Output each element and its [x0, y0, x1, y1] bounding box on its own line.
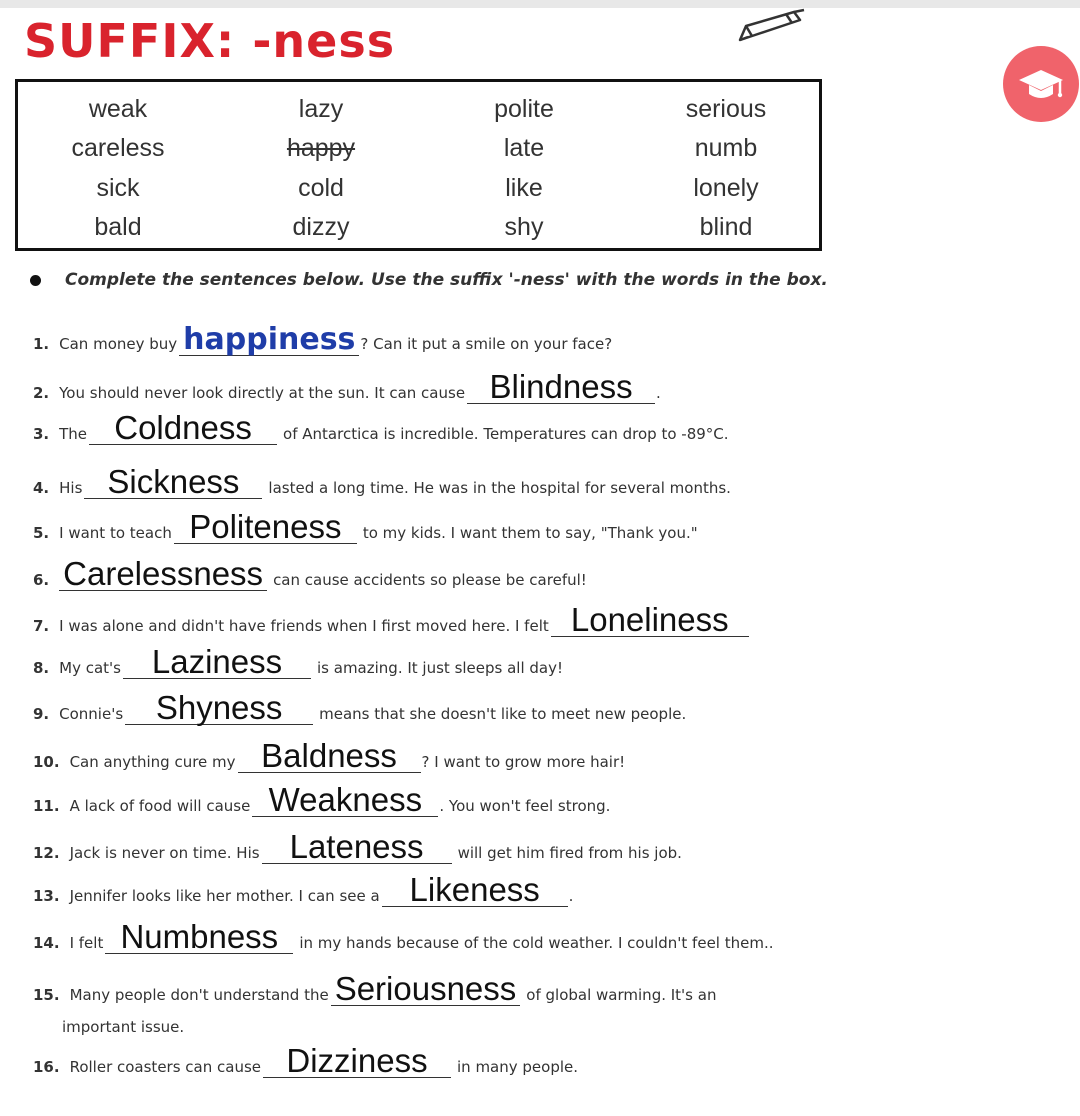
sentence-12 — [33, 830, 682, 864]
answer-blank[interactable]: Laziness — [123, 645, 311, 679]
sentence-text-before: I want to teach — [59, 524, 172, 542]
answer-blank[interactable]: Sickness — [84, 465, 262, 499]
sentence-text-before: Jennifer looks like her mother. I can see a — [69, 887, 380, 905]
page-title: SUFFIX: -ness — [24, 14, 396, 68]
graduation-cap-button[interactable] — [1003, 46, 1079, 122]
sentence-13 — [33, 873, 573, 907]
word-lonely: lonely — [693, 174, 759, 202]
sentence-15-continuation: important issue. — [62, 1018, 185, 1036]
sentence-number: 2. — [33, 384, 50, 402]
word-shy: shy — [504, 213, 544, 241]
sentence-text-after: of global warming. It's an — [526, 986, 717, 1004]
sentence-10 — [33, 739, 625, 773]
sentence-text-before: Can anything cure my — [69, 753, 236, 771]
answer-blank[interactable]: Seriousness — [331, 972, 521, 1006]
sentence-text-before: My cat's — [59, 659, 121, 677]
answer-blank[interactable]: Lateness — [262, 830, 452, 864]
answer-blank[interactable]: Shyness — [125, 691, 313, 725]
sentence-2 — [33, 370, 661, 404]
pencil-icon — [734, 6, 806, 51]
sentence-text-after: is amazing. It just sleeps all day! — [317, 659, 564, 677]
sentence-number: 6. — [33, 571, 50, 589]
answer-blank[interactable]: Coldness — [89, 411, 277, 445]
word-cold: cold — [298, 174, 344, 202]
word-late: late — [503, 134, 545, 162]
answer-blank[interactable]: Numbness — [105, 920, 293, 954]
sentence-text-after: . — [656, 384, 661, 402]
word-blind: blind — [699, 213, 753, 241]
sentence-number: 15. — [33, 986, 60, 1004]
word-lazy: lazy — [298, 95, 344, 123]
top-bar — [0, 0, 1080, 8]
word-polite: polite — [494, 95, 554, 123]
answer-blank[interactable]: Baldness — [238, 739, 421, 773]
sentence-text-after: in many people. — [457, 1058, 579, 1076]
sentence-text-before: A lack of food will cause — [69, 797, 251, 815]
sentence-text-before: Can money buy — [59, 335, 178, 353]
sentence-text-after: in my hands because of the cold weather. I couldn't feel them.. — [299, 934, 774, 952]
sentence-7 — [33, 603, 749, 637]
answer-blank[interactable]: Loneliness — [551, 603, 749, 637]
sentence-text-before: Roller coasters can cause — [69, 1058, 261, 1076]
sentence-text-after: can cause accidents so please be careful! — [273, 571, 587, 589]
answer-blank[interactable]: Politeness — [174, 510, 357, 544]
sentence-number: 1. — [33, 335, 50, 353]
bullet-icon — [30, 275, 41, 286]
answer-blank[interactable]: Blindness — [467, 370, 655, 404]
sentence-16 — [33, 1044, 578, 1078]
word-serious: serious — [685, 95, 767, 123]
sentence-number: 11. — [33, 797, 60, 815]
word-careless: careless — [71, 134, 165, 162]
sentence-text-after: . — [568, 887, 574, 905]
sentence-text-before: You should never look directly at the sun. It can cause — [59, 384, 466, 402]
word-numb: numb — [694, 134, 758, 162]
sentence-text-after: of Antarctica is incredible. Temperatures can drop to -89°C. — [283, 425, 729, 443]
sentence-text-after: ? Can it put a smile on your face? — [360, 335, 613, 353]
instruction — [30, 270, 828, 290]
graduation-cap-icon — [1017, 64, 1065, 104]
sentence-text-before: The — [59, 425, 88, 443]
word-like: like — [505, 174, 543, 202]
word-happy: happy — [286, 134, 356, 162]
sentence-8 — [33, 645, 563, 679]
sentence-1 — [33, 322, 613, 357]
word-weak: weak — [88, 95, 148, 123]
sentence-text-before: Connie's — [59, 705, 124, 723]
sentence-number: 13. — [33, 887, 60, 905]
word-box — [15, 79, 822, 251]
sentence-4 — [33, 465, 731, 499]
sentence-11 — [33, 783, 610, 817]
sentence-text-before: Jack is never on time. His — [69, 844, 260, 862]
answer-blank[interactable]: Carelessness — [59, 557, 267, 591]
sentence-text-after: ? I want to grow more hair! — [421, 753, 626, 771]
answer-blank[interactable]: Likeness — [382, 873, 568, 907]
sentence-number: 12. — [33, 844, 60, 862]
sentence-5 — [33, 510, 698, 544]
sentence-number: 8. — [33, 659, 50, 677]
sentence-6 — [33, 557, 587, 591]
sentence-14 — [33, 920, 774, 954]
sentence-number: 7. — [33, 617, 50, 635]
sentence-number: 3. — [33, 425, 50, 443]
sentence-number: 10. — [33, 753, 60, 771]
answer-blank[interactable]: Dizziness — [263, 1044, 451, 1078]
sentence-number: 4. — [33, 479, 50, 497]
sentence-number: 16. — [33, 1058, 60, 1076]
sentence-text-before: I felt — [69, 934, 104, 952]
sentence-number: 5. — [33, 524, 50, 542]
sentence-text-after: will get him fired from his job. — [457, 844, 682, 862]
instruction-text: Complete the sentences below. Use the suffix '-ness' with the words in the box. — [65, 270, 828, 290]
sentence-text-after: means that she doesn't like to meet new people. — [319, 705, 687, 723]
sentence-text-before: Many people don't understand the — [69, 986, 329, 1004]
sentence-number: 14. — [33, 934, 60, 952]
sentence-number: 9. — [33, 705, 50, 723]
answer-blank[interactable]: happiness — [179, 325, 359, 356]
word-sick: sick — [96, 174, 140, 202]
answer-blank[interactable]: Weakness — [252, 783, 438, 817]
sentence-text-after: . You won't feel strong. — [439, 797, 611, 815]
sentence-text-before: His — [59, 479, 83, 497]
sentence-9 — [33, 691, 686, 725]
sentence-text-after: lasted a long time. He was in the hospital for several months. — [268, 479, 731, 497]
sentence-3 — [33, 411, 729, 445]
sentence-15 — [33, 972, 716, 1006]
word-bald: bald — [94, 213, 142, 241]
sentence-text-after: to my kids. I want them to say, "Thank you." — [362, 524, 698, 542]
word-dizzy: dizzy — [292, 213, 350, 241]
sentence-text-before: I was alone and didn't have friends when I first moved here. I felt — [59, 617, 549, 635]
